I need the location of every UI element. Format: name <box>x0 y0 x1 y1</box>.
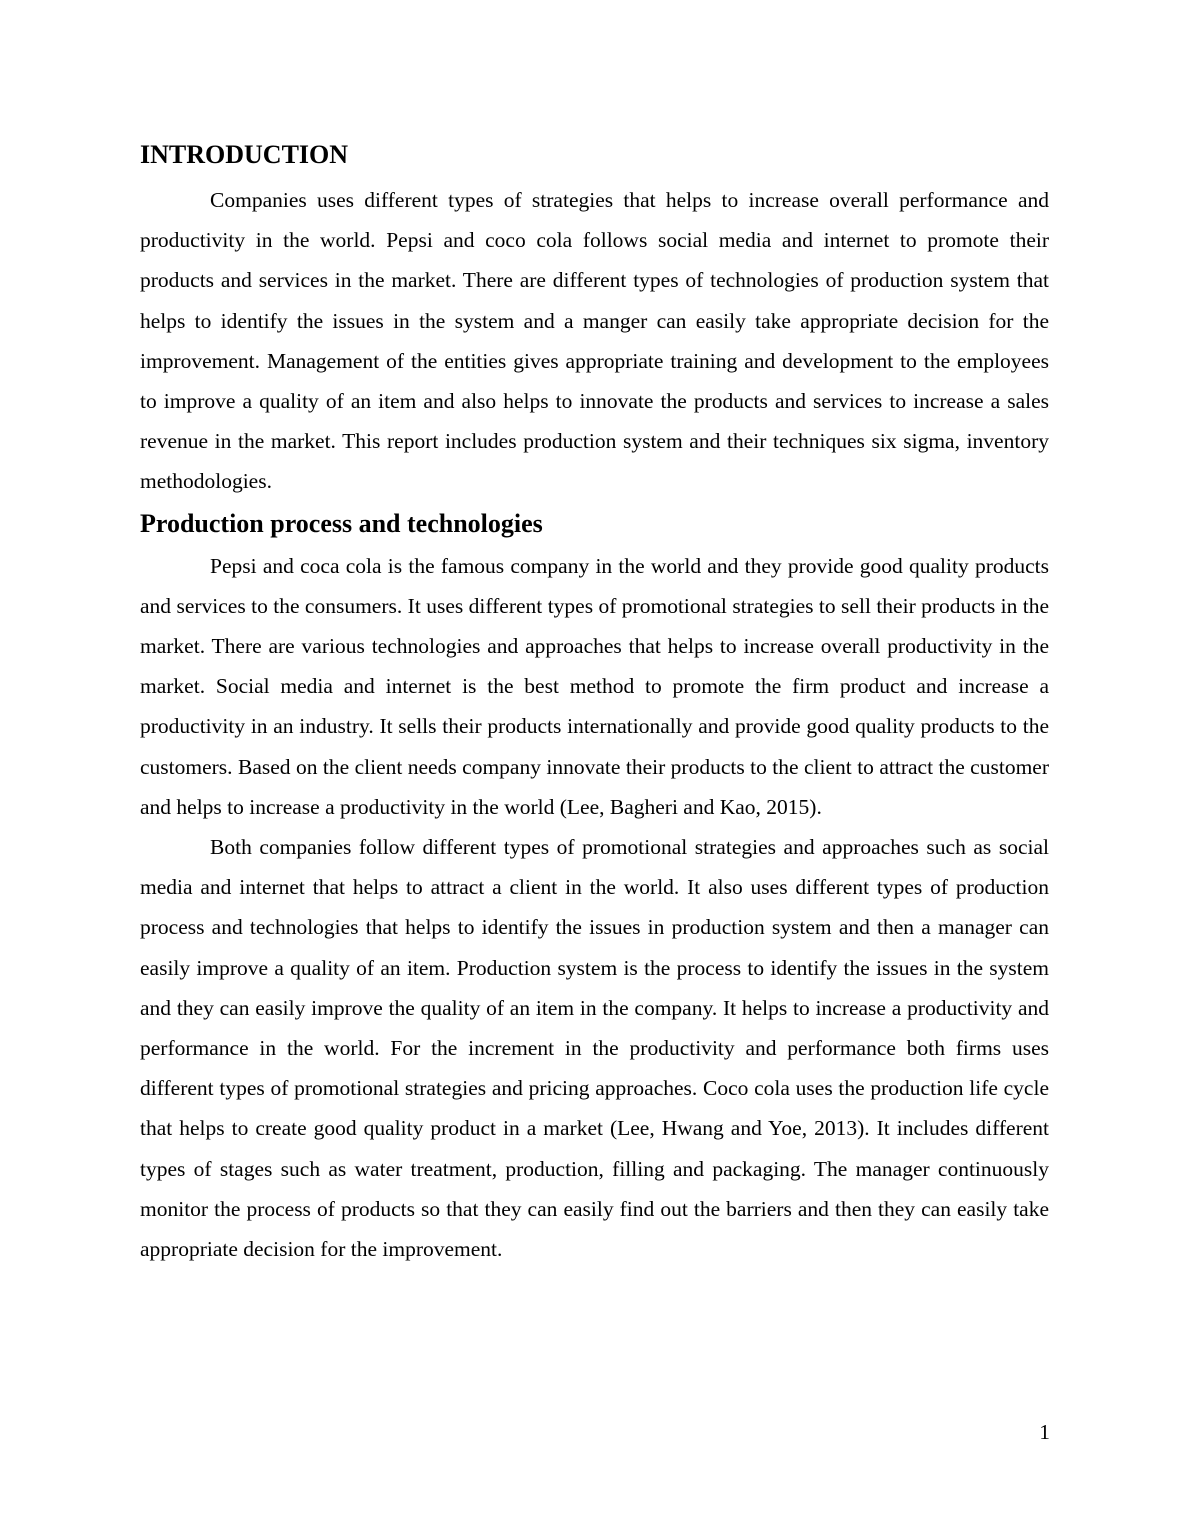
introduction-paragraph: Companies uses different types of strategies that helps to increase overall performance and productivity in the world. Pepsi and coco cola follows social media and internet to promote their products and services in the market. There are different types of technologies of production system that helps to identify the issues in the system and a manger can easily take appropriate decision for the improvement. Management of the entities gives appropriate training and development to the employees to improve a quality of an item and also helps to innovate the products and services to increase a sales revenue in the market. This report includes production system and their techniques six sigma, inventory methodologies. <box>140 188 1049 494</box>
page-content <box>140 138 1049 1269</box>
production-heading: Production process and technologies <box>140 508 543 538</box>
production-paragraph-1: Pepsi and coca cola is the famous company in the world and they provide good quality products and services to the consumers. It uses different types of promotional strategies to sell their products in the market. There are various technologies and approaches that helps to increase overall productivity in the market. Social media and internet is the best method to promote the firm product and increase a productivity in an industry. It sells their products internationally and provide good quality products to the customers. Based on the client needs company innovate their products to the client to attract the customer and helps to increase a productivity in the world (Lee, Bagheri and Kao, 2015). <box>140 553 1049 819</box>
production-paragraph-2: Both companies follow different types of promotional strategies and approaches such as social media and internet that helps to attract a client in the world. It also uses different types of production process and technologies that helps to identify the issues in production system and then a manager can easily improve a quality of an item. Production system is the process to identify the issues in the system and they can easily improve the quality of an item in the company. It helps to increase a productivity and performance in the world. For the increment in the productivity and performance both firms uses different types of promotional strategies and pricing approaches. Coco cola uses the production life cycle that helps to create good quality product in a market (Lee, Hwang and Yoe, 2013). It includes different types of stages such as water treatment, production, filling and packaging. The manager continuously monitor the process of products so that they can easily find out the barriers and then they can easily take appropriate decision for the improvement. <box>140 835 1049 1262</box>
introduction-heading: INTRODUCTION <box>140 140 349 169</box>
page-number: 1 <box>1039 1420 1050 1444</box>
